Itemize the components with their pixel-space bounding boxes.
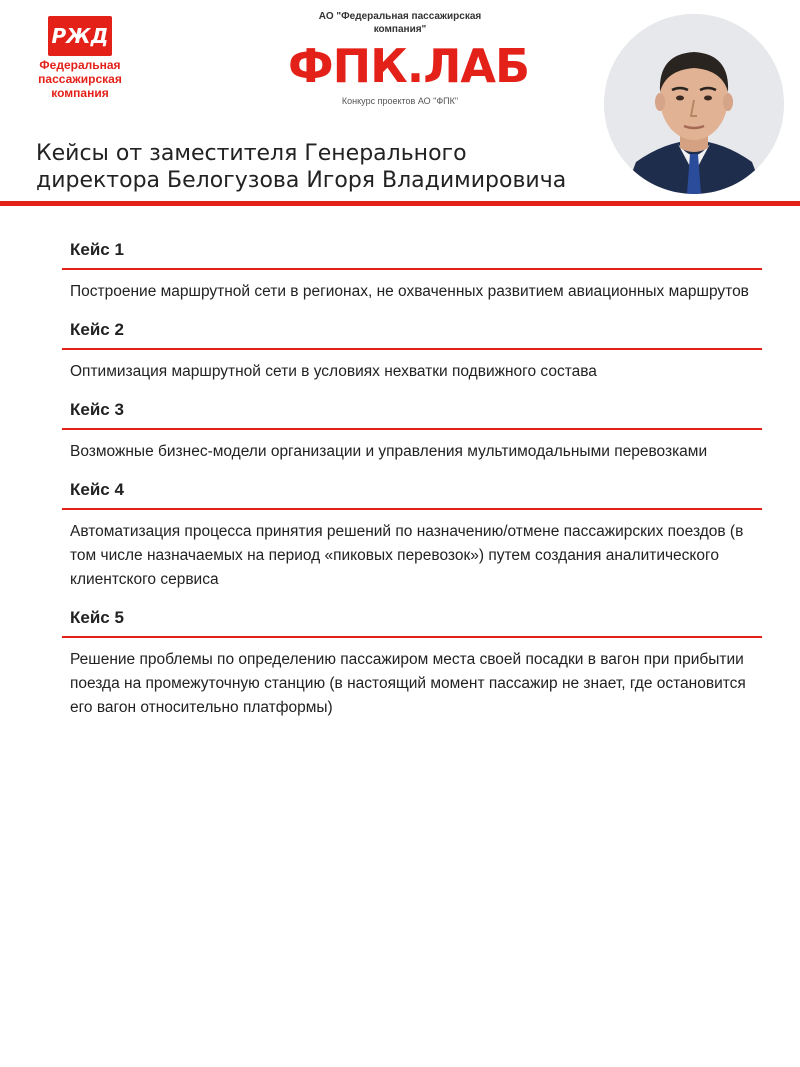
case-description: Построение маршрутной сети в регионах, не охваченных развитием авиационных маршрутов — [70, 283, 749, 300]
company-name: АО "Федеральная пассажирская компания" — [318, 11, 482, 35]
brand-logo: ФПК.ЛАБ — [288, 39, 530, 93]
svg-text:РЖД: РЖД — [51, 24, 109, 48]
rzd-logo-icon — [48, 16, 112, 56]
case-item — [62, 240, 762, 304]
case-description: Возможные бизнес-модели организации и управления мультимодальными перевозками — [70, 443, 708, 460]
person-photo — [604, 14, 784, 194]
case-heading: Кейс 5 — [62, 608, 762, 638]
contest-caption: Конкурс проектов АО "ФПК" — [341, 96, 459, 106]
case-description: Решение проблемы по определению пассажиром места своей посадки в вагон при прибытии поезда на промежуточную станцию (в настоящий момент пассажир не знает, где остановится его вагон относительно платформы) — [70, 651, 746, 716]
case-description: Автоматизация процесса принятия решений по назначению/отмене пассажирских поездов (в том числе назначаемых на период «пиковых перевозок») путем создания аналитического клиентского сервиса — [70, 523, 744, 588]
page-title — [36, 140, 636, 194]
case-description: Оптимизация маршрутной сети в условиях нехватки подвижного состава — [70, 363, 597, 380]
case-item — [62, 320, 762, 384]
case-heading: Кейс 3 — [62, 400, 762, 430]
page-title-line-1: Кейсы от заместителя Генерального — [36, 141, 467, 166]
case-heading: Кейс 2 — [62, 320, 762, 350]
case-heading: Кейс 1 — [62, 240, 762, 270]
case-item — [62, 400, 762, 464]
header-divider — [0, 201, 800, 206]
logo-caption: Федеральная пассажирская компания — [38, 58, 122, 100]
case-item — [62, 608, 762, 720]
case-item — [62, 480, 762, 592]
case-heading: Кейс 4 — [62, 480, 762, 510]
cases-list — [62, 240, 762, 736]
page-title-line-2: директора Белогузова Игоря Владимировича — [36, 168, 567, 193]
